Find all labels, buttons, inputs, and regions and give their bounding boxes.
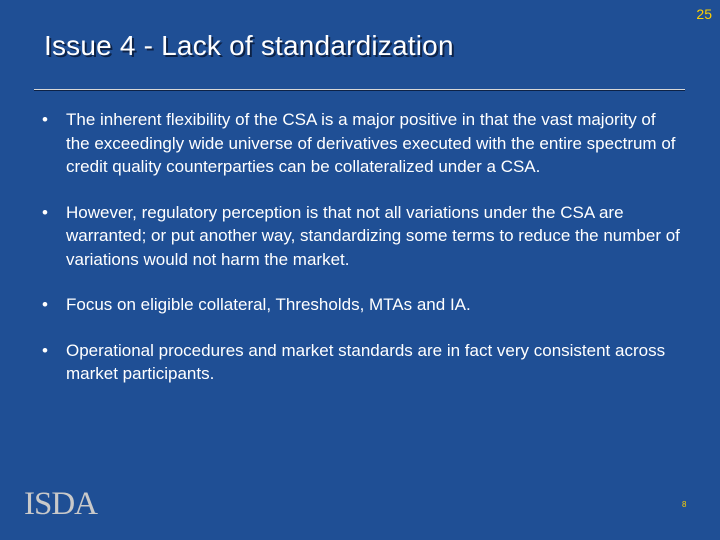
bullet-text: However, regulatory perception is that not all variations under the CSA are warranted; or put another way, standardizing some terms to reduce the number of variations would not harm the market. [66,202,680,269]
slide-title: Issue 4 - Lack of standardization [44,30,454,61]
bullet-text: The inherent flexibility of the CSA is a major positive in that the vast majority of the exceedingly wide universe of derivatives executed with the entire spectrum of credit quality counterparties can be collateralized under a CSA. [66,110,676,176]
title-divider [34,89,685,90]
bullet-item [42,339,682,386]
bullet-text: Focus on eligible collateral, Thresholds, MTAs and IA. [66,295,471,314]
bullet-marker: • [42,202,48,222]
page-number: 25 [696,6,712,22]
footer-page-number: 8 [682,500,687,509]
bullet-item [42,293,682,317]
bullet-list [42,108,682,408]
bullet-item [42,201,682,272]
bullet-text: Operational procedures and market standards are in fact very consistent across market participants. [66,340,666,383]
bullet-marker: • [42,110,48,129]
bullet-marker: • [42,340,48,360]
isda-logo: ISDA [24,486,98,522]
bullet-marker: • [42,295,48,314]
bullet-item [42,108,682,179]
